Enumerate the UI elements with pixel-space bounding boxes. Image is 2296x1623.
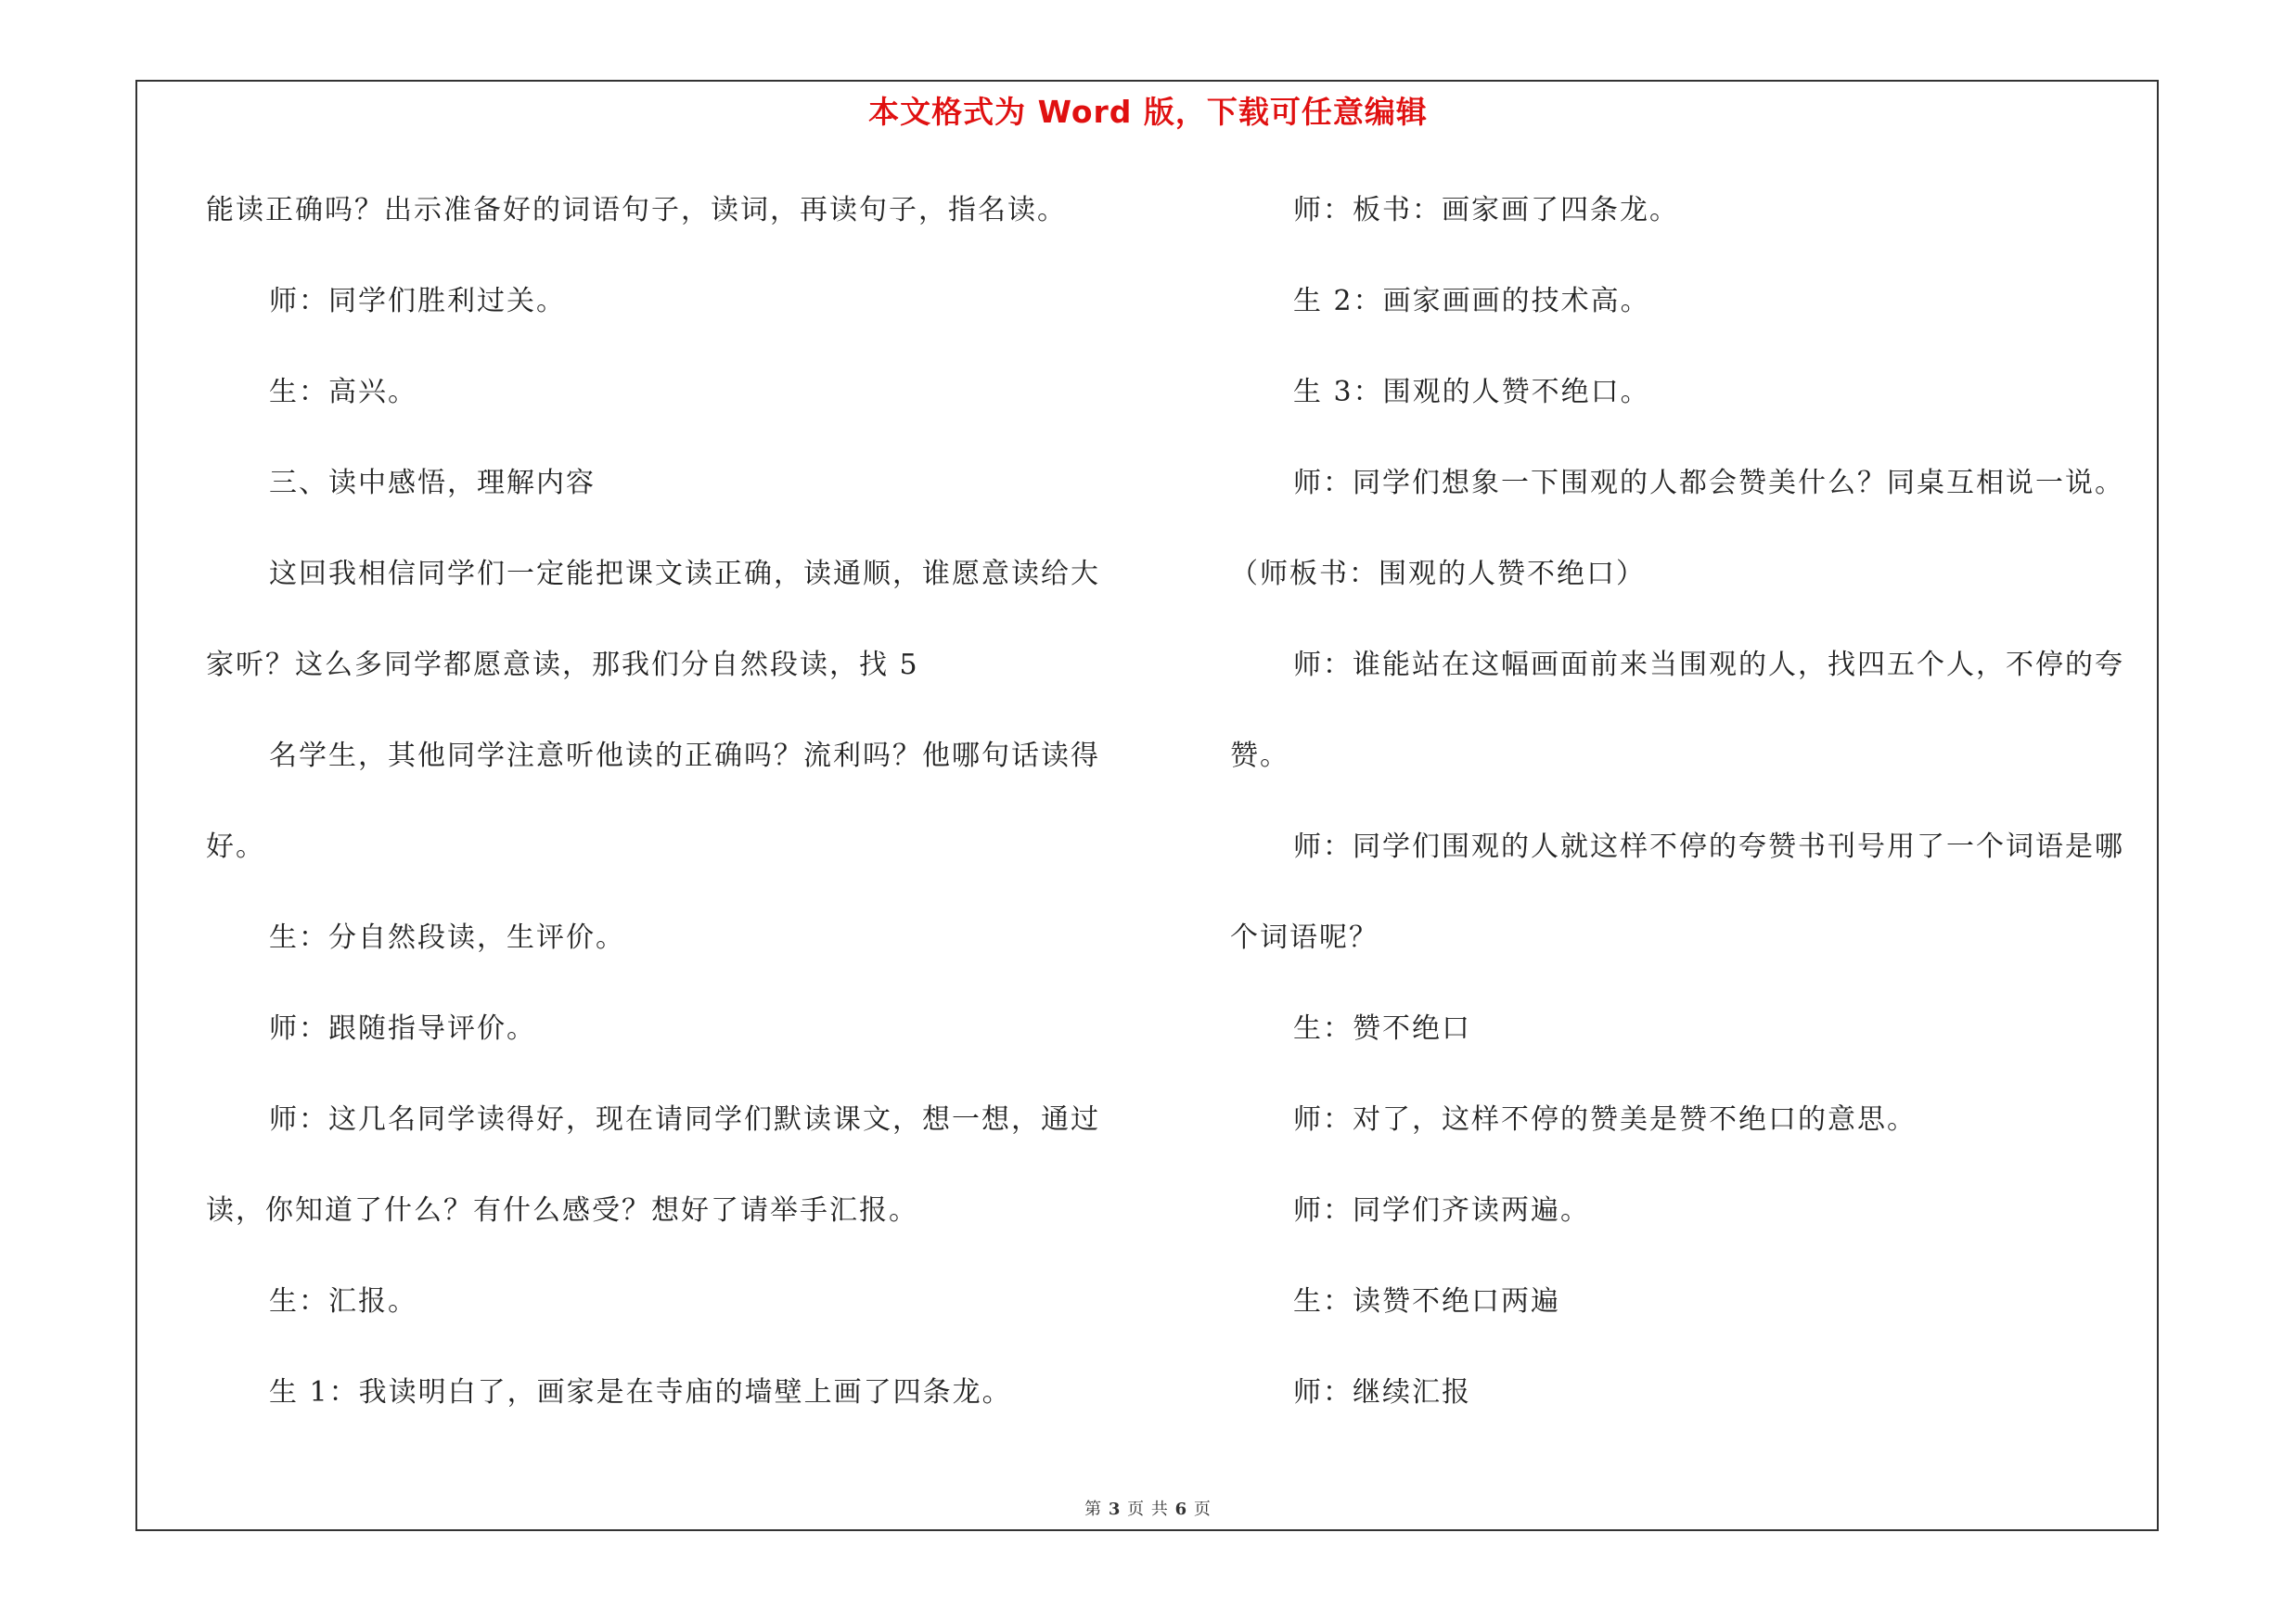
paragraph-line: 个词语呢？ bbox=[1230, 921, 1379, 954]
footer-middle: 页 共 bbox=[1127, 1500, 1169, 1519]
paragraph-line: 能读正确吗？出示准备好的词语句子，读词，再读句子，指名读。 bbox=[206, 194, 1067, 226]
paragraph-line: 师：继续汇报 bbox=[1293, 1376, 1471, 1409]
paragraph-line: 师：谁能站在这幅画面前来当围观的人，找四五个人，不停的夸 bbox=[1293, 649, 2124, 681]
paragraph-line: 生 2：画家画画的技术高。 bbox=[1293, 285, 1650, 317]
paragraph-line: 名学生，其他同学注意听他读的正确吗？流利吗？他哪句话读得 bbox=[269, 740, 1100, 772]
left-column bbox=[206, 178, 1143, 1451]
paragraph-line: 这回我相信同学们一定能把课文读正确，读通顺，谁愿意读给大 bbox=[269, 558, 1100, 590]
paragraph-line: 师：板书：画家画了四条龙。 bbox=[1293, 194, 1679, 226]
paragraph-line: 生：分自然段读，生评价。 bbox=[269, 921, 625, 954]
paragraph-line: 生：高兴。 bbox=[269, 376, 417, 408]
paragraph-line: 生 3：围观的人赞不绝口。 bbox=[1293, 376, 1650, 408]
paragraph-line: 师：同学们胜利过关。 bbox=[269, 285, 566, 317]
paragraph-line: 生：读赞不绝口两遍 bbox=[1293, 1285, 1560, 1318]
footer-suffix: 页 bbox=[1193, 1500, 1212, 1519]
footer-prefix: 第 bbox=[1084, 1500, 1103, 1519]
paragraph-line: 三、读中感悟，理解内容 bbox=[269, 467, 596, 499]
footer-total-pages: 6 bbox=[1174, 1500, 1188, 1519]
paragraph-line: （师板书：围观的人赞不绝口） bbox=[1230, 558, 1646, 590]
paragraph-line: 生 1：我读明白了，画家是在寺庙的墙壁上画了四条龙。 bbox=[269, 1376, 1012, 1409]
paragraph-line: 师：同学们齐读两遍。 bbox=[1293, 1194, 1590, 1227]
right-column bbox=[1230, 178, 2167, 1451]
paragraph-line: 师：跟随指导评价。 bbox=[269, 1012, 536, 1045]
paragraph-line: 生：赞不绝口 bbox=[1293, 1012, 1471, 1045]
header-title: 本文格式为 Word 版，下载可任意编辑 bbox=[868, 94, 1428, 130]
footer-current-page: 3 bbox=[1108, 1500, 1122, 1519]
paragraph-line: 赞。 bbox=[1230, 740, 1289, 772]
paragraph-line: 读，你知道了什么？有什么感受？想好了请举手汇报。 bbox=[206, 1194, 918, 1227]
paragraph-line: 师：对了，这样不停的赞美是赞不绝口的意思。 bbox=[1293, 1103, 1917, 1136]
paragraph-line: 师：这几名同学读得好，现在请同学们默读课文，想一想，通过 bbox=[269, 1103, 1100, 1136]
paragraph-line: 生：汇报。 bbox=[269, 1285, 417, 1318]
paragraph-line: 家听？这么多同学都愿意读，那我们分自然段读，找 5 bbox=[206, 649, 919, 681]
paragraph-line: 好。 bbox=[206, 831, 265, 863]
paragraph-line: 师：同学们想象一下围观的人都会赞美什么？同桌互相说一说。 bbox=[1293, 467, 2124, 499]
paragraph-line: 师：同学们围观的人就这样不停的夸赞书刊号用了一个词语是哪 bbox=[1293, 831, 2124, 863]
page-footer bbox=[0, 1496, 2296, 1520]
